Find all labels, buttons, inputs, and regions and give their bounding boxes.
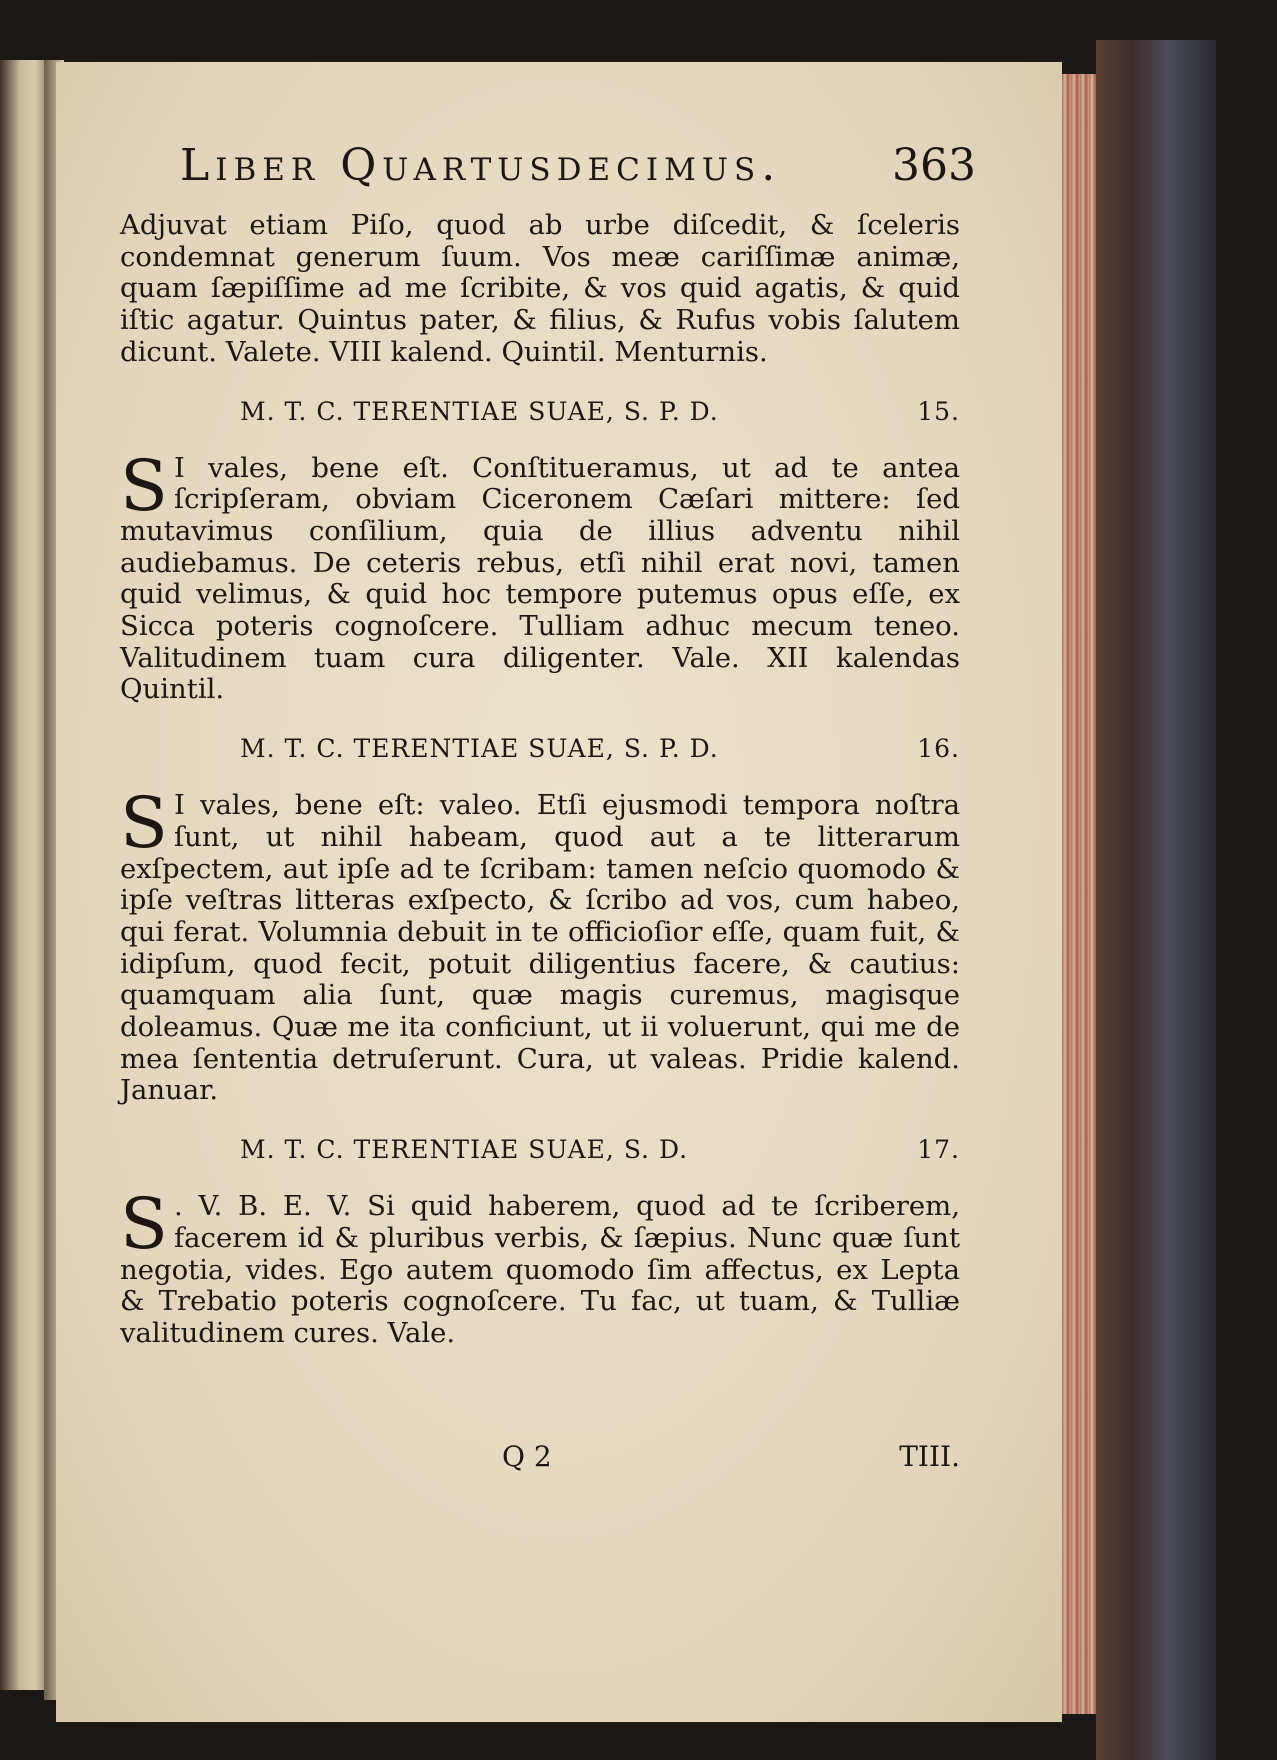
catchword: TIII. bbox=[899, 1440, 960, 1473]
letter-body bbox=[120, 782, 960, 1107]
letter-text: I vales, bene eſt: valeo. Etſi ejusmodi tempora noſtra ſunt, ut nihil habeam, quod aut a te litterarum exſpectem, aut ipſe ad te ſcribam: tamen neſcio quomodo & ipſe veſtras litteras exſpecto, & ſcribo ad vos, cum habeo, qui ferat. Volumnia debuit in te officioſior eſſe, quam fuit, & idipſum, quod fecit, potuit diligentius facere, & cautius: quamquam alia ſunt, quæ magis curemus, magisque doleamus. Quæ me ita conficiunt, ut ii voluerunt, qui me de mea ſententia detruſerunt. Cura, ut valeas. Pridie kalend. Januar. bbox=[120, 789, 960, 1107]
drop-cap: S bbox=[120, 444, 168, 527]
signature-mark: Q 2 bbox=[502, 1440, 552, 1473]
page-content bbox=[120, 140, 976, 1350]
letter-heading bbox=[120, 724, 960, 774]
letter-heading bbox=[120, 1125, 960, 1175]
letter-number: 17. bbox=[917, 1135, 960, 1165]
page-number: 363 bbox=[892, 140, 976, 191]
intro-paragraph: Adjuvat etiam Piſo, quod ab urbe diſcedit, & ſceleris condemnat generum ſuum. Vos meæ cariſſimæ animæ, quam ſæpiſſime ad me ſcribite, & vos quid agatis, & quid iſtic agatur. Quintus pater, & filius, & Rufus vobis ſalutem dicunt. Valete. VIII kalend. Quintil. Menturnis. bbox=[120, 209, 960, 368]
running-head-title: Liber Quartusdecimus. bbox=[180, 140, 782, 191]
page-footer bbox=[120, 1440, 960, 1490]
letter-heading bbox=[120, 387, 960, 437]
letter-heading-title: M. T. C. TERENTIAE SUAE, S. P. D. bbox=[240, 396, 719, 426]
running-head bbox=[120, 140, 976, 210]
book-cover-edge bbox=[1096, 40, 1216, 1760]
drop-cap: S bbox=[120, 1183, 168, 1266]
drop-cap: S bbox=[120, 782, 168, 865]
letter-number: 15. bbox=[917, 396, 960, 426]
letter-body bbox=[120, 444, 960, 707]
letter-body bbox=[120, 1183, 960, 1350]
facing-page-edge bbox=[0, 60, 50, 1690]
letter-number: 16. bbox=[917, 734, 960, 764]
letter-text: I vales, bene eſt. Conſtitueramus, ut ad te antea ſcripſeram, obviam Ciceronem Cæſari mittere: ſed mutavimus conſilium, quia de illius adventu nihil audiebamus. De ceteris rebus, etſi nihil erat novi, tamen quid velimus, & quid hoc tempore putemus opus eſſe, ex Sicca poteris cognoſcere. Tulliam adhuc mecum teneo. Valitudinem tuam cura diligenter. Vale. XII kalendas Quintil. bbox=[120, 451, 960, 706]
page-fore-edge bbox=[1062, 74, 1096, 1714]
letter-heading-title: M. T. C. TERENTIAE SUAE, S. P. D. bbox=[240, 734, 719, 764]
letter-text: . V. B. E. V. Si quid haberem, quod ad te ſcriberem, facerem id & pluribus verbis, & ſæpius. Nunc quæ ſunt negotia, vides. Ego autem quomodo ſim affectus, ex Lepta & Trebatio poteris cognoſcere. Tu fac, ut tuam, & Tulliæ valitudinem cures. Vale. bbox=[120, 1190, 960, 1349]
letter-heading-title: M. T. C. TERENTIAE SUAE, S. D. bbox=[240, 1135, 689, 1165]
